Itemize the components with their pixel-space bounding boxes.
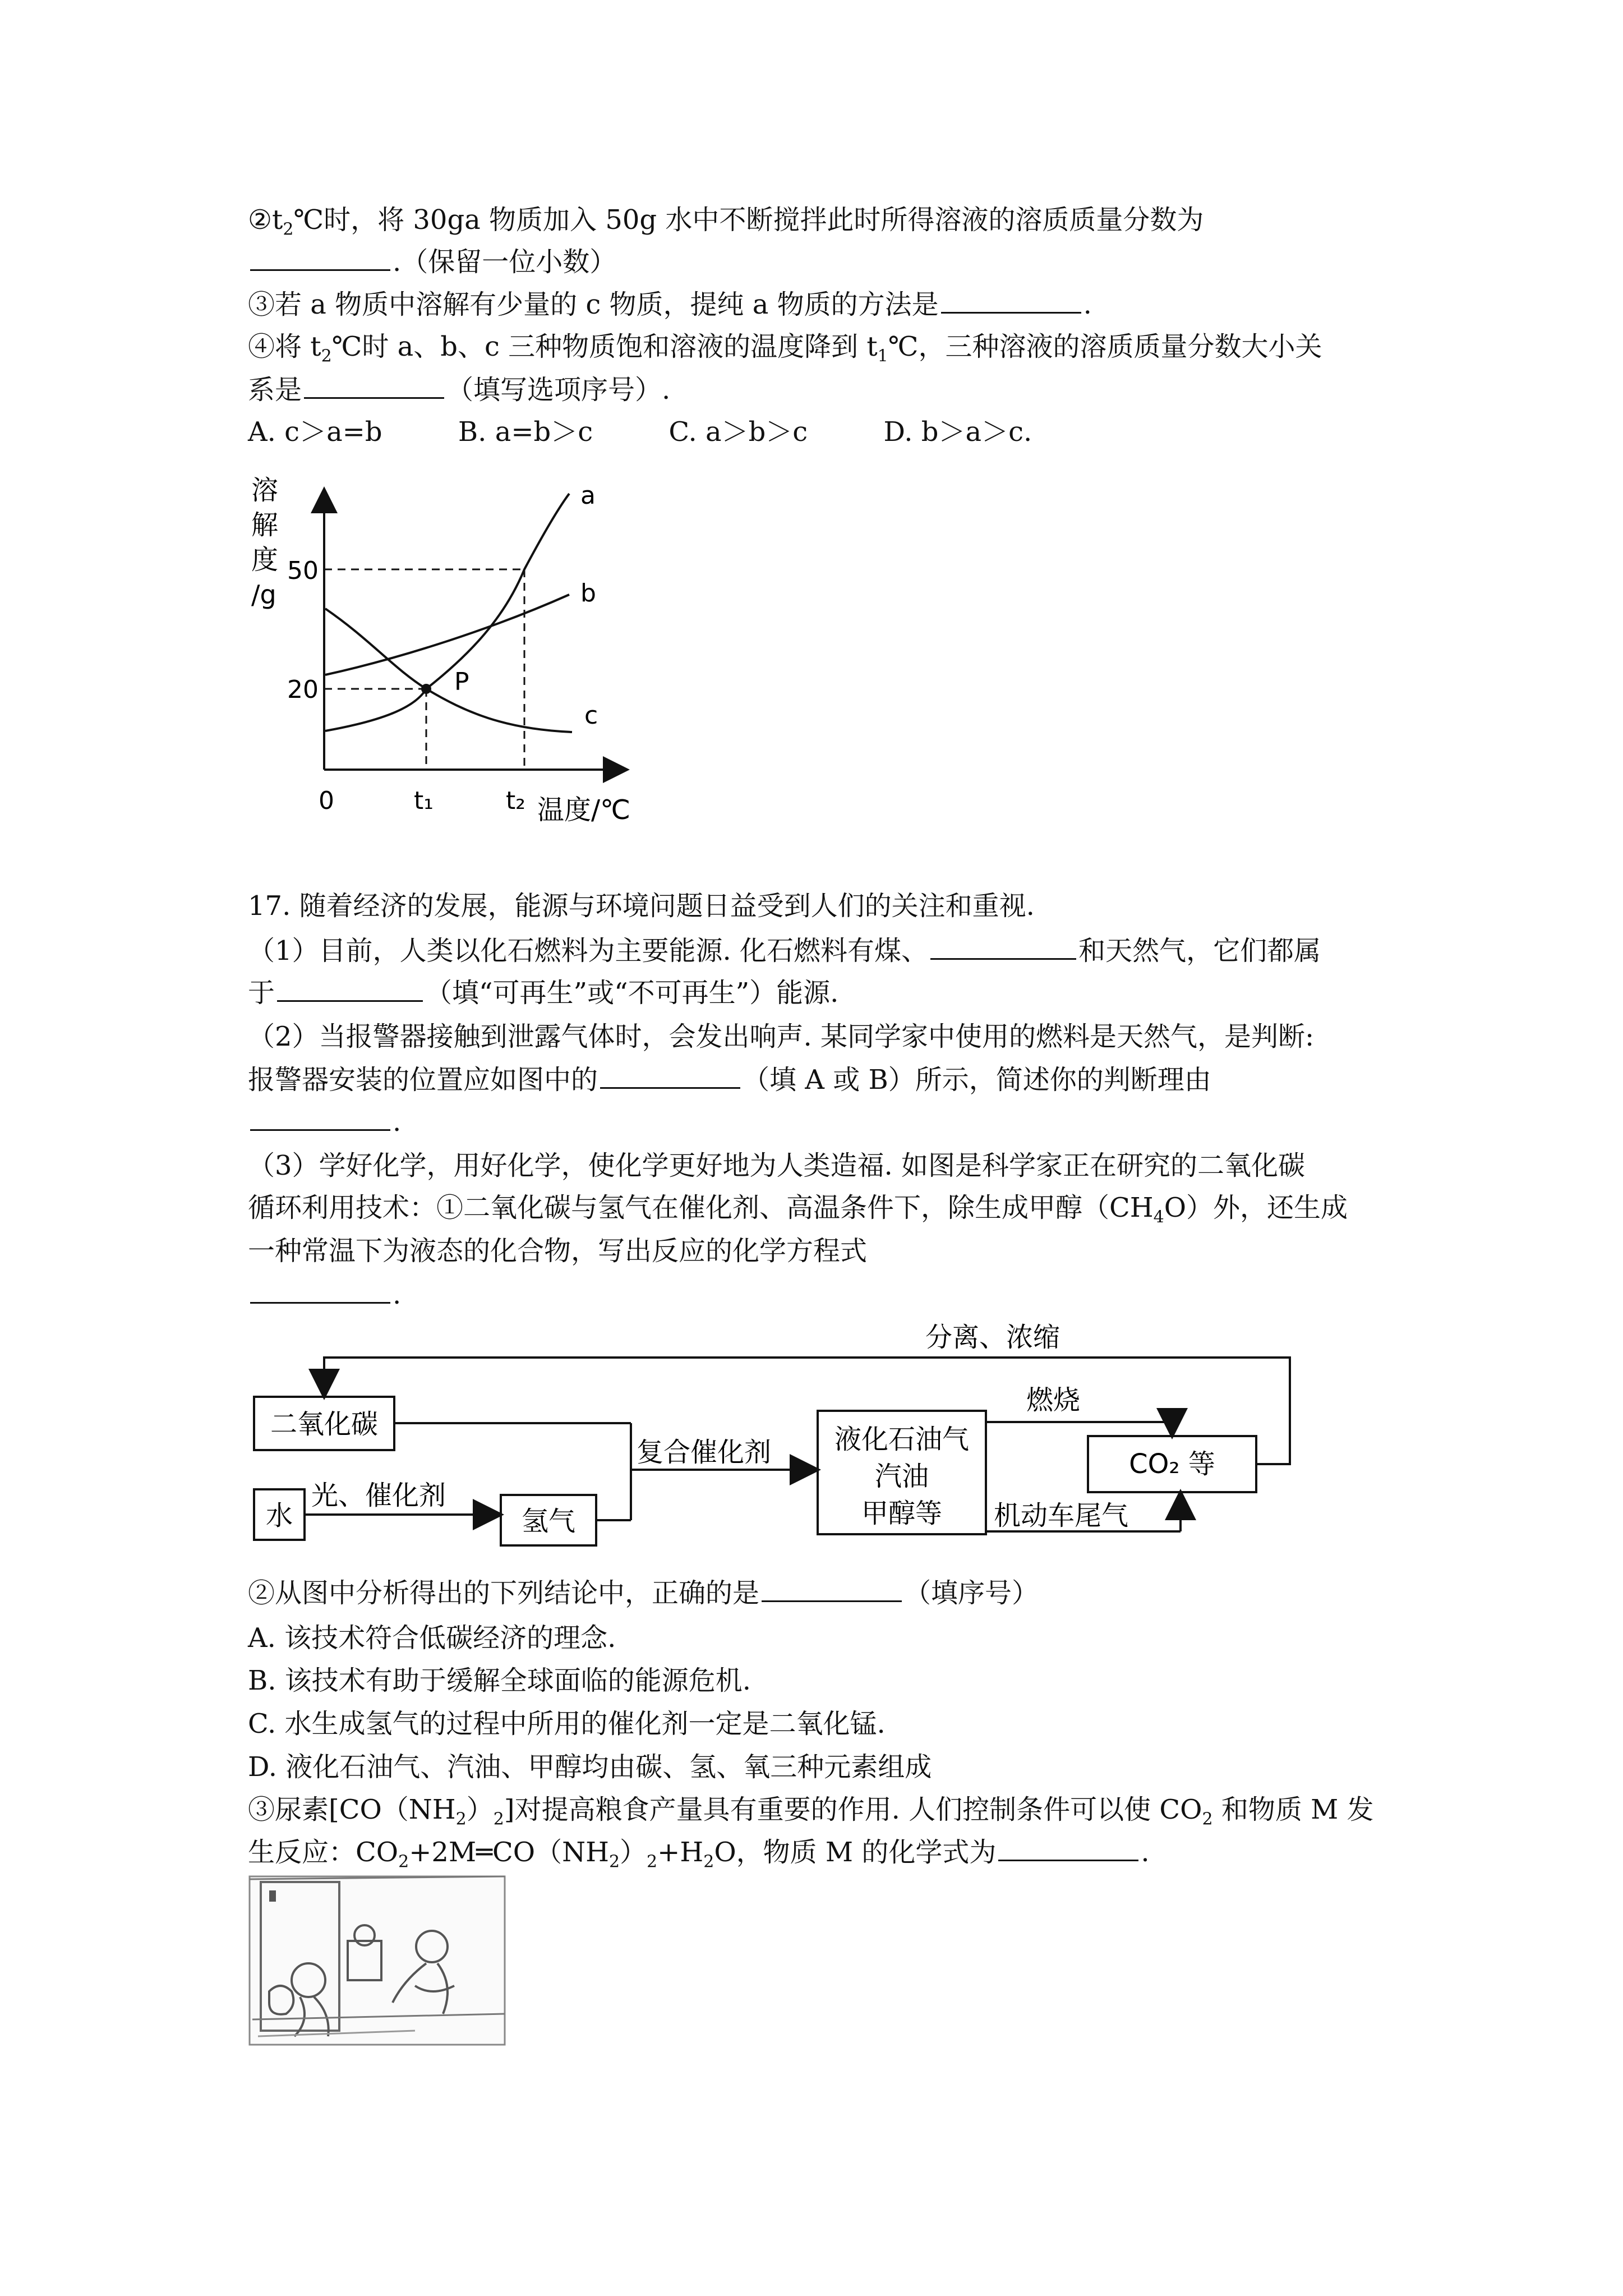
y-label-char: 溶: [251, 475, 279, 506]
q16-part2-line2: .（保留一位小数）: [248, 245, 616, 279]
label-catalyst: 复合催化剂: [637, 1437, 772, 1468]
box-fuels-line: 液化石油气: [834, 1424, 970, 1455]
q16-part3: ③若 a 物质中溶解有少量的 c 物质，提纯 a 物质的方法是 .: [248, 289, 1092, 320]
answer-blank[interactable]: [250, 1278, 390, 1304]
y-tick-20: 20: [287, 675, 319, 704]
choice-c: C. 水生成氢气的过程中所用的催化剂一定是二氧化锰.: [248, 1708, 886, 1740]
q17-q2: ②从图中分析得出的下列结论中，正确的是 （填序号）: [248, 1577, 1039, 1609]
q16-options: [248, 415, 1099, 449]
label-burn: 燃烧: [1026, 1384, 1081, 1416]
label-exhaust: 机动车尾气: [994, 1500, 1129, 1531]
choice-b: B. 该技术有助于缓解全球面临的能源危机.: [248, 1665, 751, 1696]
q17-p2-line2: 报警器安装的位置应如图中的 （填 A 或 B）所示，简述你的判断理由: [248, 1064, 1211, 1096]
answer-blank[interactable]: [930, 935, 1076, 960]
q16-part4-line1: ④将 $t_2℃$时 a、b、c 三种物质饱和溶液的温度降到 $t_1℃$，三种溶液的溶质质量分数大小关: [248, 331, 1322, 366]
y-tick-50: 50: [287, 556, 319, 585]
x-tick-t1: t₁: [414, 786, 434, 815]
box-co2-label: 二氧化碳: [270, 1409, 379, 1440]
y-label-char: 度: [251, 544, 279, 576]
q17-p3-line3: 一种常温下为液态的化合物，写出反应的化学方程式: [248, 1235, 868, 1267]
answer-blank[interactable]: [600, 1064, 740, 1089]
co2-cycle-diagram: [241, 1313, 1329, 1559]
q17-p3-line2: 循环利用技术：①二氧化碳与氢气在催化剂、高温条件下，除生成甲醇$(CH_4O)$外，还生成: [248, 1192, 1348, 1227]
option-a: A. c＞a=b: [248, 416, 382, 448]
answer-blank[interactable]: [998, 1836, 1138, 1861]
curve-label-a: a: [580, 481, 596, 510]
curve-label-b: b: [580, 579, 596, 608]
answer-blank[interactable]: [250, 246, 390, 271]
label-light-catalyst: 光、催化剂: [311, 1480, 446, 1511]
origin-label: 0: [319, 786, 334, 815]
q17-p2-line1: （2）当报警器接触到泄露气体时，会发出响声. 某同学家中使用的燃料是天然气，是判断:: [248, 1021, 1315, 1052]
box-co2etc-label: CO₂ 等: [1129, 1448, 1215, 1480]
q17-title: 17. 随着经济的发展，能源与环境问题日益受到人们的关注和重视.: [248, 890, 1035, 922]
q17-q3-line2: 生反应：$CO_2+2M═CO(NH_2)_2+H_2O$，物质 M 的化学式为 .: [248, 1837, 1150, 1872]
intersection-point-p: [421, 684, 431, 694]
x-tick-t2: t₂: [506, 786, 525, 815]
q17-q3-line1: ③尿素$[CO(NH_2)_2]$对提高粮食产量具有重要的作用. 人们控制条件可以使 $CO_2$ 和物质 M 发: [248, 1794, 1374, 1829]
solubility-graph: [241, 471, 645, 830]
q16-part2-line1: $②t_2℃$时，将 30ga 物质加入 50g 水中不断搅拌此时所得溶液的溶质质量分数为: [248, 204, 1204, 240]
option-d: D. b＞a＞c.: [883, 416, 1032, 448]
q17-p1-line1: （1）目前，人类以化石燃料为主要能源. 化石燃料有煤、 和天然气，它们都属: [248, 935, 1321, 967]
q17-p3-line4: .: [248, 1278, 401, 1312]
answer-blank[interactable]: [762, 1577, 902, 1602]
point-label-p: P: [454, 668, 469, 696]
curve-b: [325, 595, 569, 675]
y-label-char: /g: [251, 579, 276, 610]
choice-d: D. 液化石油气、汽油、甲醇均由碳、氢、氧三种元素组成: [248, 1751, 932, 1783]
answer-blank[interactable]: [941, 288, 1081, 314]
answer-blank[interactable]: [250, 1106, 390, 1131]
q17-p2-line3: .: [248, 1105, 401, 1139]
box-fuels-line: 汽油: [874, 1461, 929, 1492]
label-separation: 分离、浓缩: [925, 1322, 1061, 1353]
curve-label-c: c: [584, 701, 598, 730]
answer-blank[interactable]: [304, 374, 444, 399]
option-c: C. a＞b＞c: [668, 416, 808, 448]
curve-a: [325, 494, 569, 731]
option-b: B. a=b＞c: [458, 416, 593, 448]
q17-p1-line2: 于 （填“可再生”或“不可再生”）能源.: [248, 977, 839, 1009]
q16-part4-line2: 系是 （填写选项序号）.: [248, 374, 671, 406]
y-label-char: 解: [251, 509, 279, 541]
box-fuels-line: 甲醇等: [861, 1498, 943, 1529]
x-axis-label: 温度/℃: [537, 794, 631, 826]
box-water-label: 水: [265, 1500, 293, 1531]
q17-p3-line1: （3）学好化学，用好化学，使化学更好地为人类造福. 如图是科学家正在研究的二氧化碳: [248, 1150, 1306, 1181]
box-h2-label: 氢气: [521, 1506, 576, 1537]
choice-a: A. 该技术符合低碳经济的理念.: [248, 1622, 616, 1654]
answer-blank[interactable]: [277, 977, 423, 1002]
alarm-sketch-illustration: [247, 1874, 510, 2059]
